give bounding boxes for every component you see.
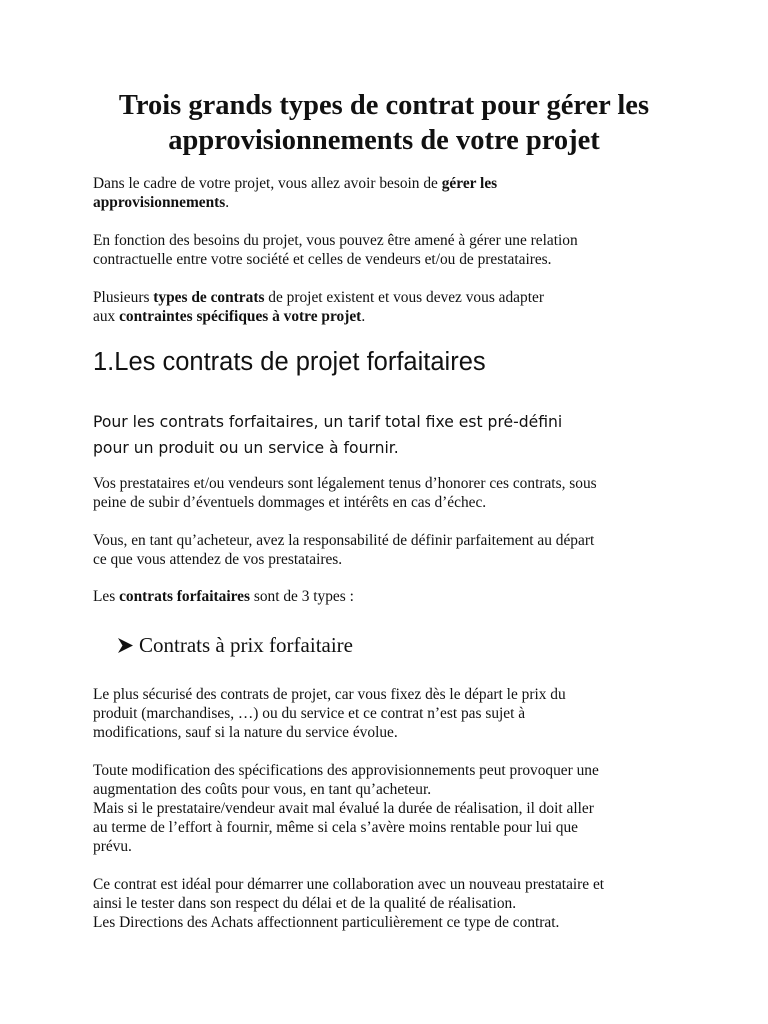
subsection-heading-text: Contrats à prix forfaitaire: [139, 633, 353, 657]
document-title-line: Trois grands types de contrat pour gérer les: [118, 90, 650, 121]
paragraph-line: [93, 307, 693, 326]
bold-text: contraintes spécifiques à votre projet: [119, 308, 362, 325]
paragraph-line: Vos prestataires et/ou vendeurs sont légalement tenus d’honorer ces contrats, sous: [93, 475, 597, 492]
subsection-paragraph-1: [93, 685, 693, 742]
section-paragraph-3: [93, 587, 693, 606]
intro-paragraph-3: [93, 288, 693, 326]
text-run: aux: [93, 308, 120, 325]
paragraph-line: Ce contrat est idéal pour démarrer une collaboration avec un nouveau prestataire et: [93, 876, 605, 893]
paragraph-line: peine de subir d’éventuels dommages et intérêts en cas d’échec.: [93, 494, 487, 511]
text-run: Plusieurs: [93, 289, 154, 306]
subsection-paragraph-3: [93, 875, 693, 932]
paragraph-line: modifications, sauf si la nature du service évolue.: [93, 724, 398, 741]
bold-text: contrats forfaitaires: [119, 588, 250, 605]
paragraph-line: prévu.: [93, 838, 132, 855]
paragraph-line: Les Directions des Achats affectionnent particulièrement ce type de contrat.: [93, 914, 560, 931]
paragraph-line: augmentation des coûts pour vous, en tant qu’acheteur.: [93, 781, 432, 798]
paragraph-line: contractuelle entre votre société et celles de vendeurs et/ou de prestataires.: [93, 251, 552, 268]
paragraph-line: Vous, en tant qu’acheteur, avez la responsabilité de définir parfaitement au départ: [93, 532, 595, 549]
bold-text: types de contrats: [153, 289, 265, 306]
paragraph-line: En fonction des besoins du projet, vous pouvez être amené à gérer une relation: [93, 232, 578, 249]
paragraph-line: Le plus sécurisé des contrats de projet, car vous fixez dès le départ le prix du: [93, 686, 566, 703]
paragraph-line: ainsi le tester dans son respect du délai et de la qualité de réalisation.: [93, 895, 517, 912]
intro-paragraph-2: [93, 231, 693, 269]
bold-text: gérer les: [441, 175, 498, 192]
paragraph-line: [93, 288, 693, 307]
paragraph-line: [93, 587, 693, 606]
text-run: sont de 3 types :: [250, 588, 354, 605]
document-title: [60, 88, 708, 158]
section-heading: 1.Les contrats de projet forfaitaires: [93, 348, 486, 376]
section-paragraph-1: [93, 474, 693, 512]
paragraph-line: au terme de l’effort à fournir, même si cela s’avère moins rentable pour lui que: [93, 819, 578, 836]
lead-line: Pour les contrats forfaitaires, un tarif total fixe est pré-défini: [93, 413, 563, 431]
text-run: .: [225, 194, 230, 211]
lead-line: pour un produit ou un service à fournir.: [93, 439, 399, 457]
paragraph-line: [93, 174, 693, 193]
arrow-bullet-icon: [117, 637, 134, 654]
document-title-line: approvisionnements de votre projet: [168, 125, 600, 156]
subsection-heading: [117, 631, 353, 659]
paragraph-line: produit (marchandises, …) ou du service et ce contrat n’est pas sujet à: [93, 705, 526, 722]
intro-paragraph-1: [93, 174, 693, 212]
text-run: de projet existent et vous devez vous adapter: [264, 289, 544, 306]
paragraph-line: Toute modification des spécifications des approvisionnements peut provoquer une: [93, 762, 599, 779]
section-lead: [93, 409, 693, 461]
bold-text: approvisionnements: [93, 194, 226, 211]
text-run: Les: [93, 588, 120, 605]
paragraph-line: [93, 193, 693, 212]
text-run: Dans le cadre de votre projet, vous allez avoir besoin de: [93, 175, 442, 192]
paragraph-line: ce que vous attendez de vos prestataires.: [93, 551, 343, 568]
text-run: .: [361, 308, 366, 325]
subsection-paragraph-2: [93, 761, 693, 856]
paragraph-line: Mais si le prestataire/vendeur avait mal évalué la durée de réalisation, il doit aller: [93, 800, 594, 817]
section-paragraph-2: [93, 531, 693, 569]
